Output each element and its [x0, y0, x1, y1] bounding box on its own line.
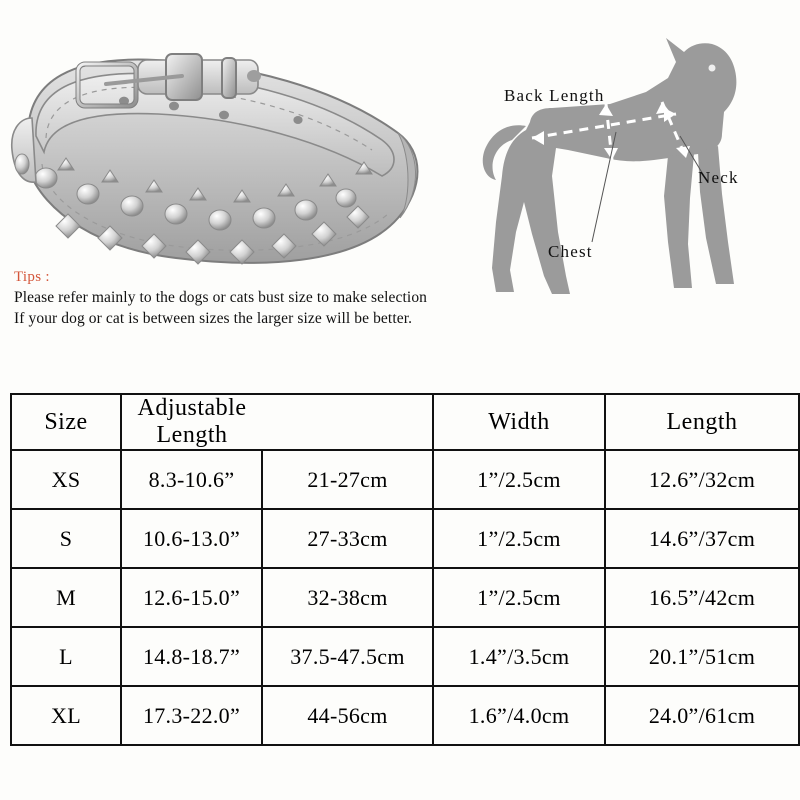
cell-size: L — [11, 627, 121, 686]
table-row — [11, 509, 799, 568]
cell-size: XL — [11, 686, 121, 745]
table-row — [11, 450, 799, 509]
cell-adjustable-cm: 44-56cm — [262, 686, 433, 745]
cell-adjustable-inches: 17.3-22.0” — [121, 686, 262, 745]
tips-text: Please refer mainly to the dogs or cats bust size to make selection If your dog or cat is between sizes the larger size will be better. — [14, 289, 428, 327]
label-chest: Chest — [548, 242, 593, 261]
cell-width: 1”/2.5cm — [433, 450, 605, 509]
header-width: Width — [433, 394, 605, 450]
table-row — [11, 627, 799, 686]
cell-adjustable-inches: 14.8-18.7” — [121, 627, 262, 686]
cell-length: 12.6”/32cm — [605, 450, 799, 509]
collar-illustration — [6, 18, 436, 273]
tips-title: Tips : — [14, 269, 50, 285]
header-size: Size — [11, 394, 121, 450]
label-back-length: Back Length — [504, 86, 605, 105]
cell-size: XS — [11, 450, 121, 509]
cell-length: 24.0”/61cm — [605, 686, 799, 745]
spiked-collar-icon — [6, 18, 436, 273]
cell-width: 1.4”/3.5cm — [433, 627, 605, 686]
cell-adjustable-cm: 21-27cm — [262, 450, 433, 509]
cell-length: 16.5”/42cm — [605, 568, 799, 627]
cell-adjustable-cm: 27-33cm — [262, 509, 433, 568]
header-adjustable-length: Adjustable Length — [121, 394, 262, 450]
cell-width: 1.6”/4.0cm — [433, 686, 605, 745]
cell-adjustable-cm: 37.5-47.5cm — [262, 627, 433, 686]
cell-length: 20.1”/51cm — [605, 627, 799, 686]
header-adjustable-length-spacer — [262, 394, 433, 450]
table-row — [11, 686, 799, 745]
header-length: Length — [605, 394, 799, 450]
cell-width: 1”/2.5cm — [433, 509, 605, 568]
cell-width: 1”/2.5cm — [433, 568, 605, 627]
tips-block — [14, 268, 434, 329]
cell-length: 14.6”/37cm — [605, 509, 799, 568]
size-chart-table — [10, 393, 800, 746]
illustration-area — [0, 0, 800, 380]
label-neck: Neck — [698, 168, 739, 187]
cell-size: M — [11, 568, 121, 627]
dog-measurement-diagram — [440, 26, 792, 326]
dog-silhouette-icon — [440, 26, 792, 326]
cell-adjustable-inches: 10.6-13.0” — [121, 509, 262, 568]
cell-size: S — [11, 509, 121, 568]
cell-adjustable-inches: 12.6-15.0” — [121, 568, 262, 627]
cell-adjustable-inches: 8.3-10.6” — [121, 450, 262, 509]
cell-adjustable-cm: 32-38cm — [262, 568, 433, 627]
table-row — [11, 568, 799, 627]
table-header-row — [11, 394, 799, 450]
